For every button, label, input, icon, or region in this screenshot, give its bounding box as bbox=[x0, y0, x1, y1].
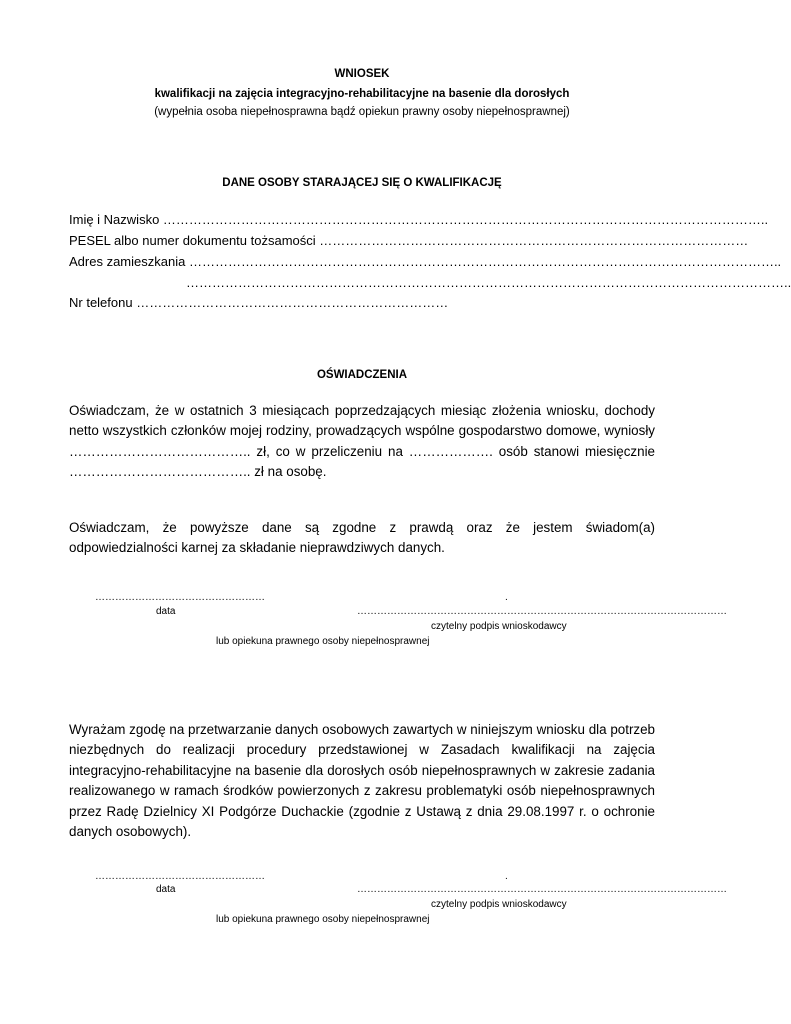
signature-period: . bbox=[505, 871, 508, 882]
date-field[interactable]: …………………………………………… bbox=[95, 592, 265, 603]
signature-label: czytelny podpis wnioskodawcy bbox=[431, 621, 567, 632]
signature-field[interactable]: ………………………………………………………………………………………………… bbox=[357, 884, 727, 895]
guardian-label: lub opiekuna prawnego osoby niepełnosprawnej bbox=[216, 914, 430, 925]
address-field[interactable]: Adres zamieszkania ……………………………………………………………………………………………………………………….. bbox=[69, 254, 782, 269]
consent-text: Wyrażam zgodę na przetwarzanie danych osobowych zawartych w niniejszym wniosku dla potrzeb niezbędnych do realizacji procedury przedstawionej w Zasadach kwalifikacji na zajęcia integracyjno-rehabilitacyjne na basenie dla dorosłych osób niepełnosprawnych w zakresie zadania realizowanego w ramach środków powierzonych z zakresu problematyki osób niepełnosprawnych przez Radę Dzielnicy XI Podgórze Duchackie (zgodnie z Ustawą z dnia 29.08.1997 r. o ochronie danych osobowych). bbox=[69, 722, 655, 840]
income-statement: Oświadczam, że w ostatnich 3 miesiącach poprzedzających miesiąc złożenia wniosku, dochody netto wszystkich członków mojej rodziny, prowadzących wspólne gospodarstwo domowe, wyniosły ………………………………….. zł, co w przeliczeniu na ………………. osób stanowi miesięcznie ………………………………….. zł na osobę. bbox=[69, 403, 655, 480]
document-note: (wypełnia osoba niepełnosprawna bądź opiekun prawny osoby niepełnosprawnej) bbox=[154, 106, 570, 118]
name-field[interactable]: Imię i Nazwisko ………………………………………………………………………………………………………………………….. bbox=[69, 212, 769, 227]
guardian-label: lub opiekuna prawnego osoby niepełnosprawnej bbox=[216, 636, 430, 647]
signature-label: czytelny podpis wnioskodawcy bbox=[431, 899, 567, 910]
section-personal-heading: DANE OSOBY STARAJĄCEJ SIĘ O KWALIFIKACJĘ bbox=[222, 177, 502, 189]
signature-field[interactable]: ………………………………………………………………………………………………… bbox=[357, 606, 727, 617]
date-label: data bbox=[156, 606, 176, 617]
document-title: WNIOSEK bbox=[334, 68, 390, 80]
date-field[interactable]: …………………………………………… bbox=[95, 871, 265, 882]
pesel-field[interactable]: PESEL albo numer dokumentu tożsamości ……………………………………………………………………………………… bbox=[69, 233, 749, 248]
phone-field[interactable]: Nr telefonu ……………………………………………………………… bbox=[69, 295, 449, 310]
section-statements-heading: OŚWIADCZENIA bbox=[316, 369, 408, 381]
signature-period: . bbox=[505, 592, 508, 603]
truth-statement: Oświadczam, że powyższe dane są zgodne z prawdą oraz że jestem świadom(a) odpowiedzialności karnej za składanie nieprawdziwych danych. bbox=[69, 520, 655, 556]
date-label: data bbox=[156, 884, 176, 895]
document-subtitle: kwalifikacji na zajęcia integracyjno-rehabilitacyjne na basenie dla dorosłych bbox=[154, 88, 570, 100]
address-field-line2[interactable]: ………………………………………………………………………………………………………………………….. bbox=[186, 275, 791, 290]
